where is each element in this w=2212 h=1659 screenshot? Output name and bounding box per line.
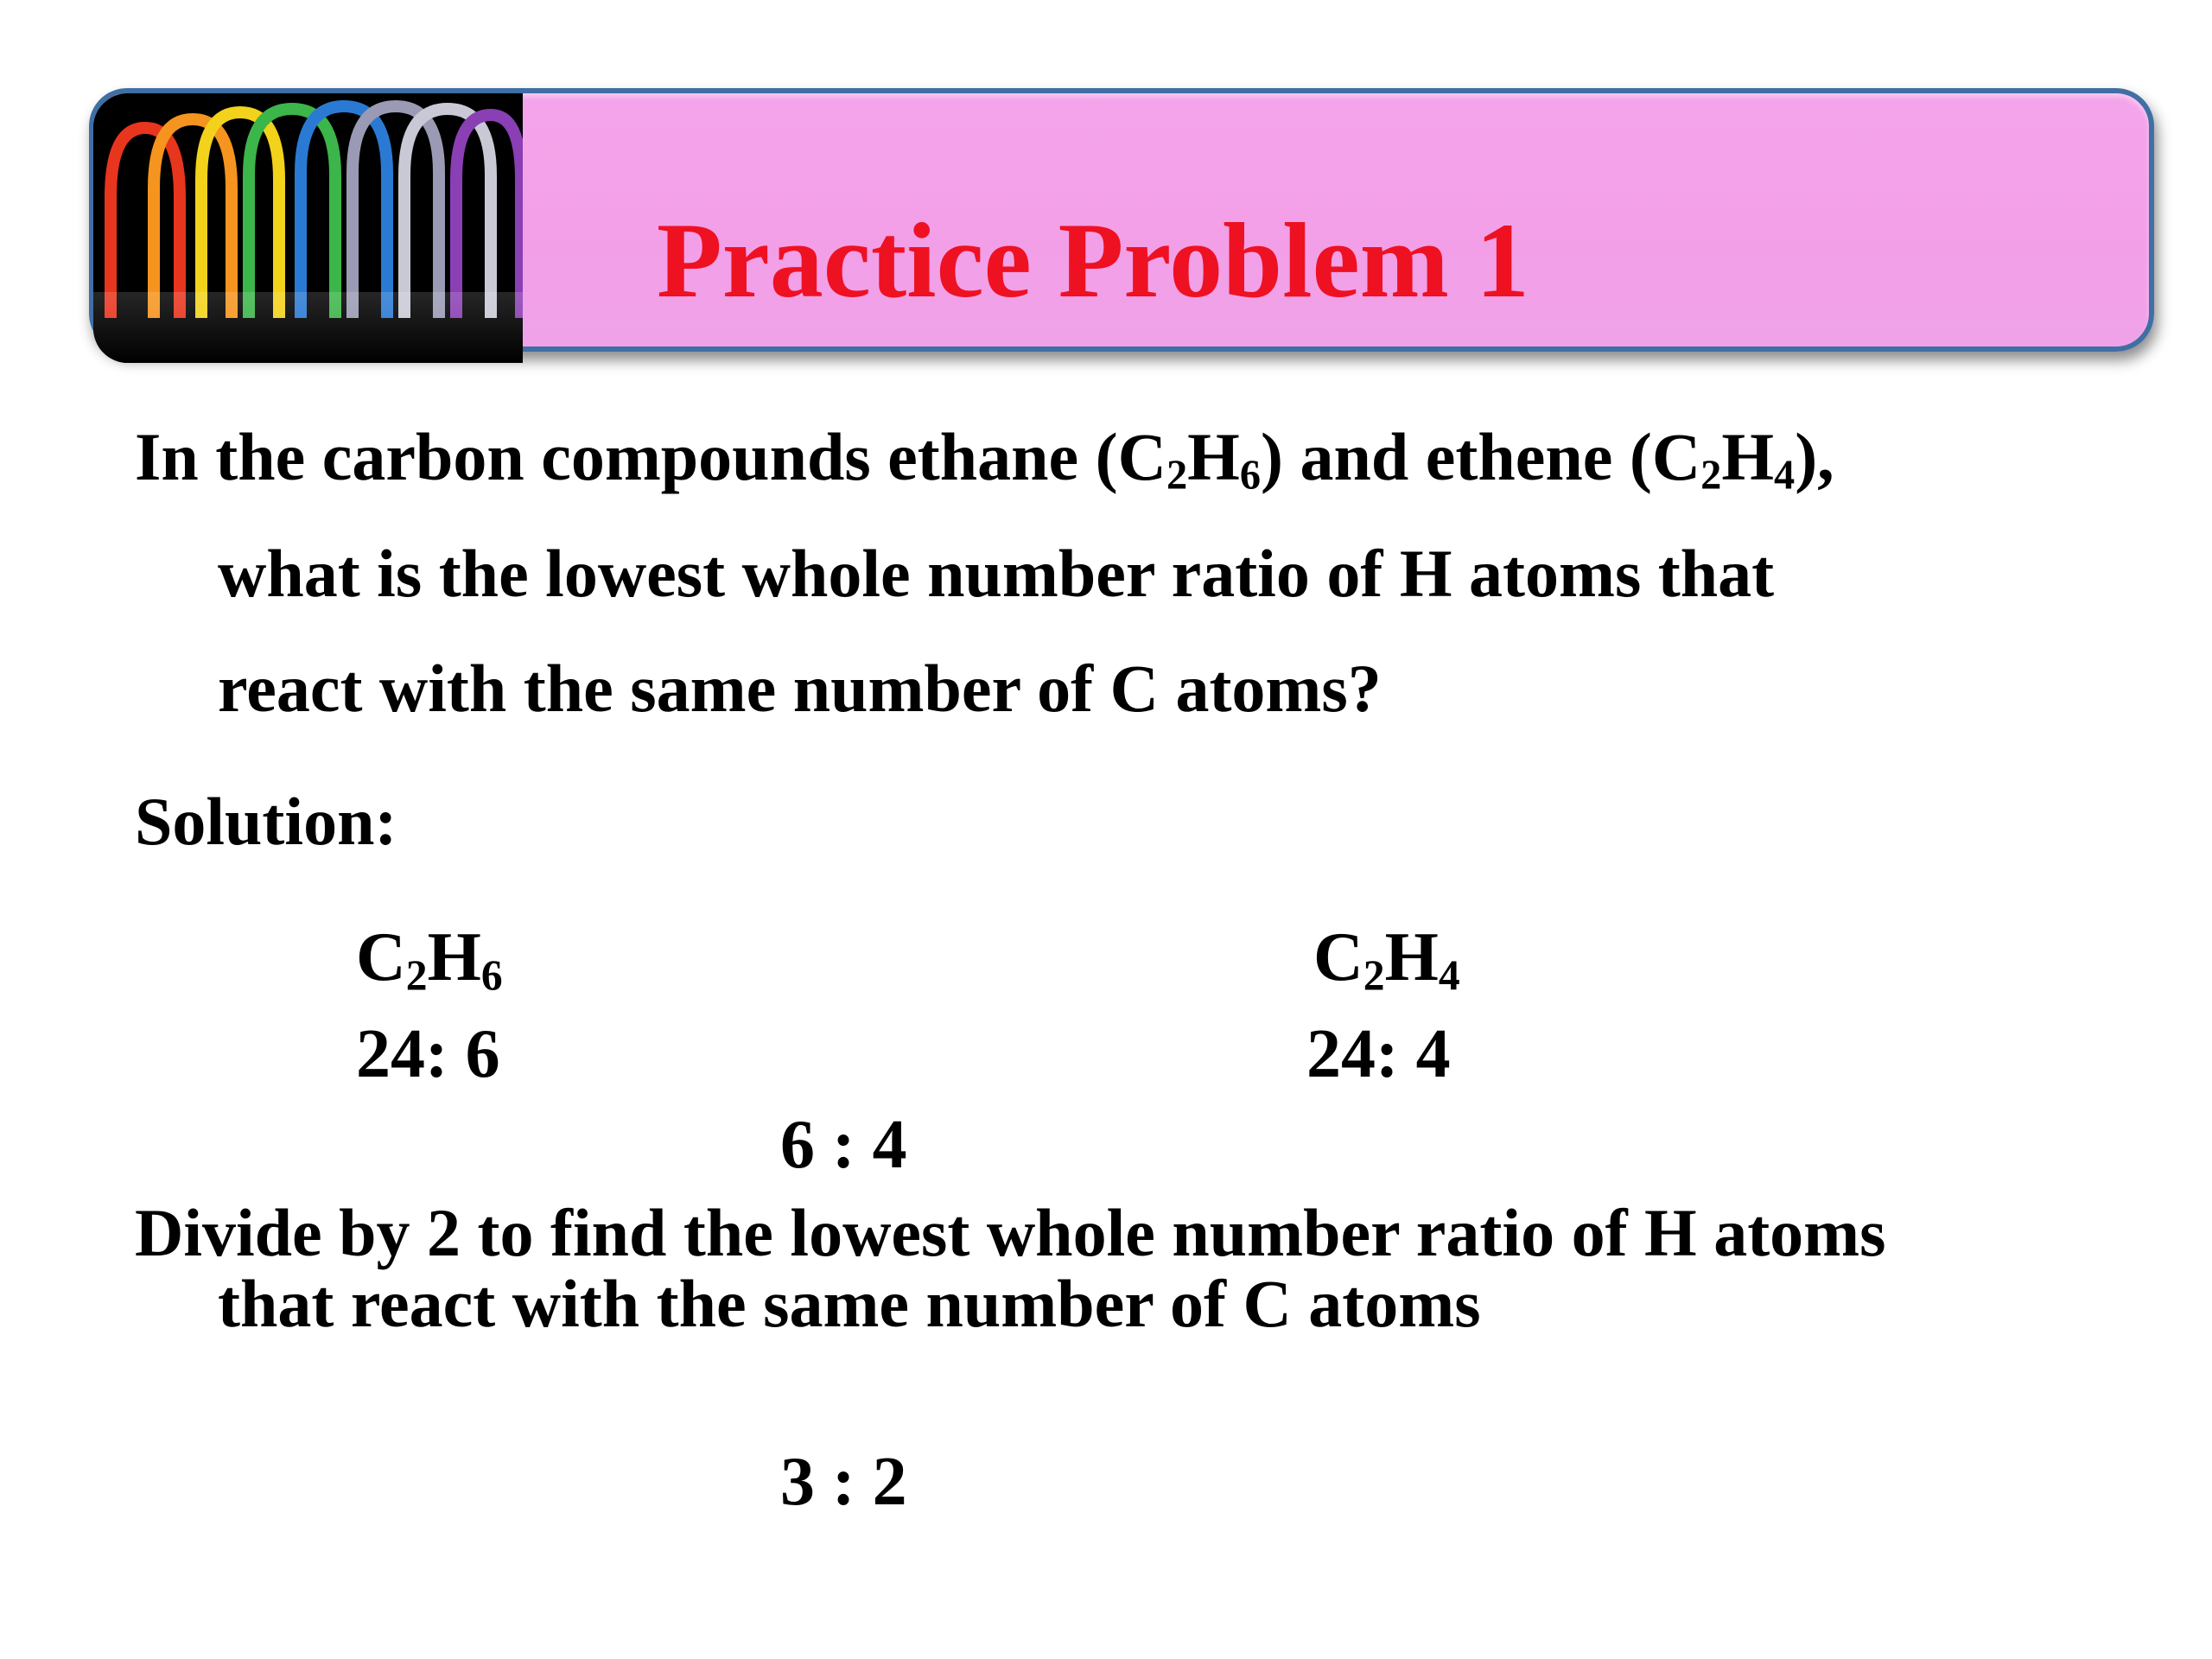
question-line-1: In the carbon compounds ethane $(C_2H_6)$ and ethene $(C_2H_4)$, bbox=[135, 419, 1834, 499]
final-ratio: 3 : 2 bbox=[780, 1444, 907, 1520]
solution-label: Solution: bbox=[135, 784, 397, 859]
question-line-2: what is the lowest whole number ratio of H atoms that bbox=[218, 536, 1775, 611]
slide-title: Practice Problem 1 bbox=[657, 201, 1529, 320]
combined-ratio: 6 : 4 bbox=[780, 1107, 907, 1183]
question-line-3: react with the same number of C atoms? bbox=[218, 651, 1382, 726]
left-formula: $C_2H_6$ bbox=[356, 919, 503, 999]
right-formula: $C_2H_4$ bbox=[1313, 919, 1460, 999]
rainbow-arches-image bbox=[93, 93, 523, 363]
divide-line-2: that react with the same number of C atoms bbox=[218, 1266, 1481, 1341]
right-ratio: 24: 4 bbox=[1306, 1016, 1451, 1092]
left-ratio: 24: 6 bbox=[356, 1016, 500, 1092]
divide-line-1: Divide by 2 to find the lowest whole number ratio of H atoms bbox=[135, 1195, 1886, 1270]
